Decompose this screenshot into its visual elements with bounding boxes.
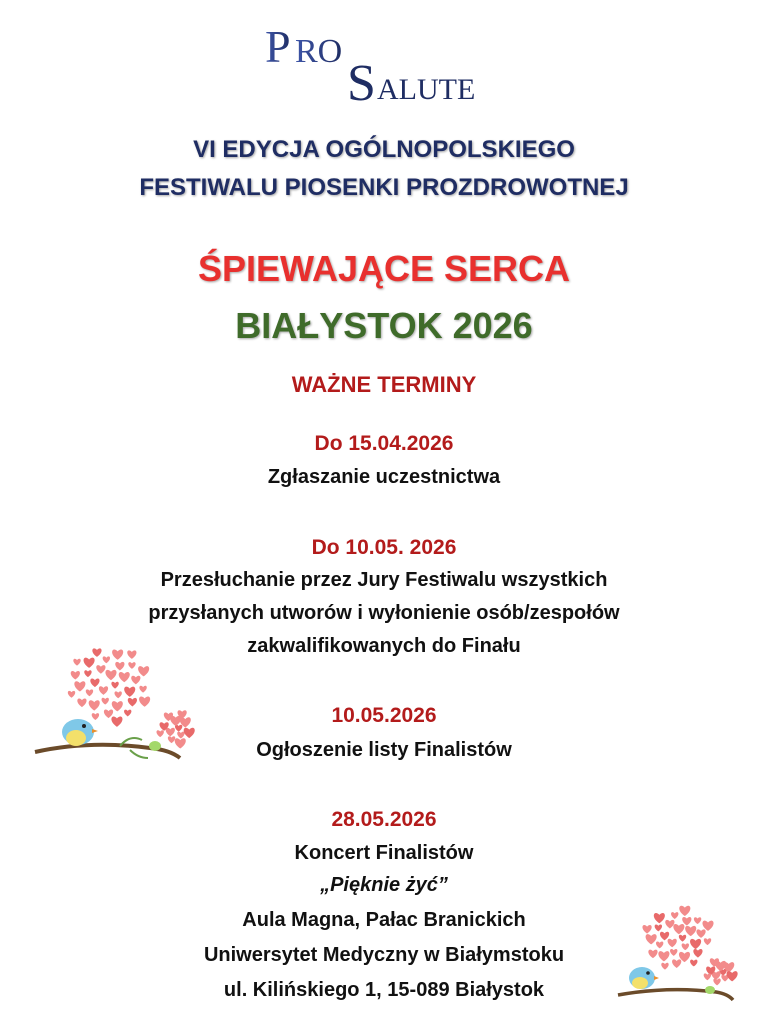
term-line: zakwalifikowanych do Finału — [247, 635, 521, 657]
heart-icon — [671, 912, 678, 919]
heart-icon — [90, 679, 99, 688]
heart-icon — [184, 728, 195, 738]
festival-heading: FESTIWALU PIOSENKI PROZDROWOTNEJ — [139, 174, 629, 201]
heart-icon — [128, 698, 137, 707]
pro-salute-logo — [265, 22, 510, 104]
heart-icon — [177, 732, 184, 739]
heart-icon — [682, 943, 689, 950]
heart-icon — [679, 906, 690, 916]
heart-icon — [665, 920, 674, 929]
heart-icon — [661, 963, 668, 970]
heart-icon — [115, 691, 122, 698]
heart-icon — [672, 959, 681, 968]
svg-text:ALUTE: ALUTE — [377, 73, 476, 104]
heart-icon — [702, 921, 713, 931]
heart-icon — [670, 949, 677, 956]
heart-icon — [84, 670, 91, 677]
term-line: Uniwersytet Medyczny w Białymstoku — [203, 944, 565, 966]
heart-icon — [690, 960, 697, 967]
heart-icon — [128, 662, 135, 669]
heart-icon — [111, 717, 122, 727]
heart-icon — [96, 665, 105, 674]
heart-icon — [102, 698, 109, 705]
heart-icon — [685, 926, 696, 936]
heart-icon — [648, 950, 657, 959]
heart-icon — [105, 670, 116, 680]
heart-icon — [124, 710, 131, 717]
heart-icon — [131, 676, 140, 685]
term-date: Do 10.05. 2026 — [311, 536, 457, 559]
heart-icon — [86, 689, 93, 696]
heart-icon — [92, 648, 101, 657]
heart-icon — [175, 738, 186, 748]
heart-icon — [127, 650, 136, 659]
term-line: Aula Magna, Pałac Branickich — [242, 909, 526, 931]
term-line: Koncert Finalistów — [294, 842, 474, 864]
heart-icon — [92, 713, 99, 720]
edition-heading: VI EDYCJA OGÓLNOPOLSKIEGO — [193, 136, 575, 163]
term-line: przysłanych utworów i wyłonienie osób/zespołów — [148, 602, 620, 624]
heart-icon — [166, 728, 175, 737]
heart-icon — [696, 929, 705, 938]
svg-text:P: P — [265, 22, 291, 72]
heart-icon — [660, 932, 669, 941]
heart-icon — [654, 913, 665, 923]
heart-icon — [68, 691, 75, 698]
heart-icon — [139, 696, 150, 706]
heart-icon — [104, 710, 113, 719]
heart-icon — [642, 925, 651, 934]
svg-text:S: S — [347, 55, 376, 104]
heart-icon — [77, 698, 86, 707]
heart-icon — [646, 934, 657, 944]
term-date: 28.05.2026 — [331, 808, 437, 831]
concert-title: „Pięknie żyć” — [320, 874, 448, 896]
city-year: BIAŁYSTOK 2026 — [235, 305, 533, 346]
heart-icon — [89, 700, 100, 710]
heart-icon — [704, 938, 711, 945]
heart-icon — [112, 701, 123, 711]
event-name: ŚPIEWAJĄCE SERCA — [197, 248, 571, 289]
heart-tree-bird-icon — [598, 900, 748, 1015]
heart-icon — [112, 649, 123, 659]
term-line: ul. Kilińskiego 1, 15-089 Białystok — [223, 979, 545, 1001]
heart-icon — [139, 686, 146, 693]
heart-icon — [690, 939, 701, 949]
term-line: Ogłoszenie listy Finalistów — [256, 739, 512, 761]
heart-icon — [124, 687, 135, 697]
heart-icon — [682, 917, 691, 926]
term-line: Zgłaszanie uczestnictwa — [267, 466, 501, 488]
heart-icon — [111, 682, 118, 689]
heart-icon — [679, 935, 686, 942]
heart-icon — [99, 686, 108, 695]
heart-icon — [84, 658, 95, 668]
term-date: 10.05.2026 — [331, 704, 437, 727]
heart-icon — [656, 942, 663, 949]
heart-tree-bird-icon — [30, 640, 200, 775]
heart-icon — [694, 917, 701, 924]
svg-text:RO: RO — [295, 33, 343, 70]
terms-title: WAŻNE TERMINY — [291, 372, 477, 397]
heart-icon — [704, 973, 711, 980]
heart-icon — [71, 671, 80, 680]
heart-icon — [658, 951, 669, 961]
heart-icon — [103, 656, 110, 663]
heart-icon — [138, 666, 149, 676]
heart-icon — [727, 971, 738, 981]
heart-icon — [73, 659, 80, 666]
heart-icon — [655, 924, 662, 931]
term-date: Do 15.04.2026 — [314, 432, 454, 455]
heart-icon — [713, 979, 720, 986]
term-line: Przesłuchanie przez Jury Festiwalu wszystkich — [160, 569, 608, 591]
heart-icon — [673, 924, 684, 934]
heart-icon — [115, 662, 124, 671]
heart-icon — [74, 681, 85, 691]
heart-icon — [157, 730, 164, 737]
heart-icon — [668, 939, 677, 948]
heart-icon — [693, 949, 702, 958]
heart-icon — [168, 736, 175, 743]
heart-icon — [119, 672, 130, 682]
